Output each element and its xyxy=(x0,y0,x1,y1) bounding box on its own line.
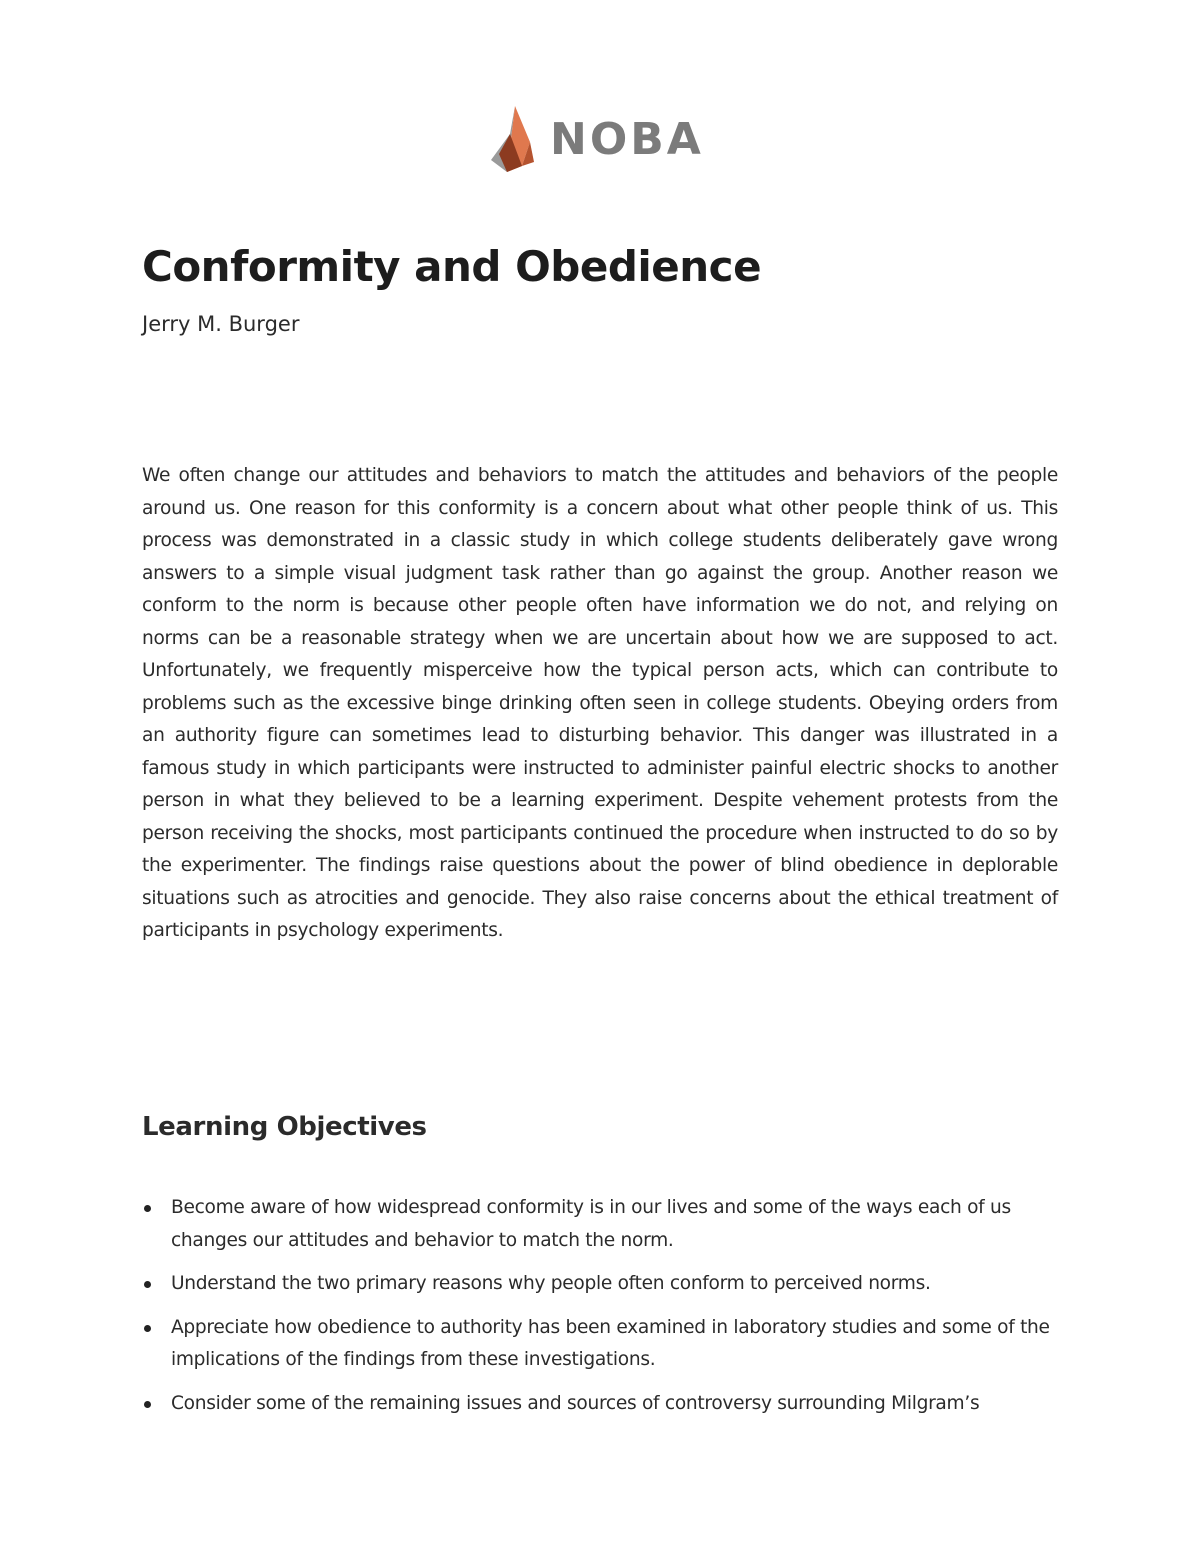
bullet-icon xyxy=(144,1325,151,1332)
list-item-text: Become aware of how widespread conformity is in our lives and some of the ways each of us changes our attitudes and behavior to match the norm. xyxy=(171,1197,1011,1251)
list-item xyxy=(142,1268,1058,1301)
noba-wordmark: NOBA xyxy=(550,114,704,165)
list-item xyxy=(142,1192,1058,1257)
bullet-icon xyxy=(144,1205,151,1212)
article-author: Jerry M. Burger xyxy=(142,312,300,336)
noba-flame-icon xyxy=(488,104,536,176)
article-abstract: We often change our attitudes and behaviors to match the attitudes and behaviors of the people around us. One reason for this conformity is a concern about what other people think of us. This process was demonstrated in a classic study in which college students deliberately gave wrong answers to a simple visual judgment task rather than go against the group. Another reason we conform to the norm is because other people often have information we do not, and relying on norms can be a reasonable strategy when we are uncertain about how we are supposed to act. Unfortunately, we frequently misperceive how the typical person acts, which can contribute to problems such as the excessive binge drinking often seen in college students. Obeying orders from an authority figure can sometimes lead to disturbing behavior. This danger was illustrated in a famous study in which participants were instructed to administer painful electric shocks to another person in what they believed to be a learning experiment. Despite vehement protests from the person receiving the shocks, most participants continued the procedure when instructed to do so by the experimenter. The findings raise questions about the power of blind obedience in deplorable situations such as atrocities and genocide. They also raise concerns about the ethical treatment of participants in psychology experiments. xyxy=(142,465,1058,941)
learning-objectives-list xyxy=(142,1192,1058,1431)
list-item-text: Understand the two primary reasons why people often conform to perceived norms. xyxy=(171,1273,931,1294)
list-item-text: Appreciate how obedience to authority has been examined in laboratory studies and some of the implications of the findings from these investigations. xyxy=(171,1316,1050,1370)
noba-logo xyxy=(488,104,704,176)
learning-objectives-heading: Learning Objectives xyxy=(142,1112,427,1142)
bullet-icon xyxy=(144,1401,151,1408)
article-title: Conformity and Obedience xyxy=(142,242,762,291)
list-item xyxy=(142,1388,1058,1421)
list-item-text: Consider some of the remaining issues and sources of controversy surrounding Milgram’s xyxy=(171,1392,980,1414)
bullet-icon xyxy=(144,1281,151,1288)
list-item xyxy=(142,1312,1058,1377)
